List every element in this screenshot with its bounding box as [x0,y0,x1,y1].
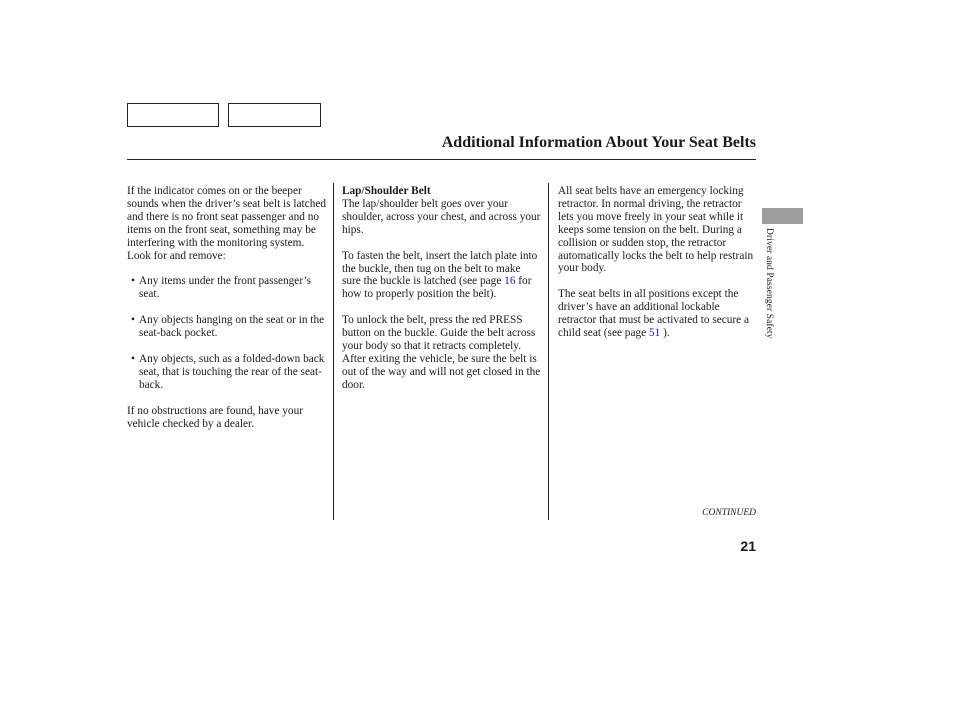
column-divider [333,183,334,520]
bullet-list [127,275,327,391]
column-3 [558,185,758,353]
column-divider [548,183,549,520]
section-heading: Lap/Shoulder Belt [342,185,431,197]
nav-button-previous[interactable] [127,103,219,127]
title-divider [127,159,756,160]
fasten-paragraph [342,250,542,302]
list-item [127,275,327,301]
lockable-paragraph [558,288,758,340]
page-title: Additional Information About Your Seat Belts [441,134,756,151]
page-ref-link[interactable]: 16 [504,275,516,288]
fasten-text-end: for how to properly position the belt). [342,275,532,301]
continued-label: CONTINUED [702,508,756,518]
unlock-paragraph: To unlock the belt, press the red PRESS button on the buckle. Guide the belt across your body so that it retracts completely. After exiting the vehicle, be sure the belt is out of the way and will not get closed in the door. [342,314,541,391]
list-item [127,314,327,340]
column-2 [342,185,542,405]
page-ref-link[interactable]: 51 [648,327,661,340]
section-tab-label: Driver and Passenger Safety [764,228,774,339]
intro-paragraph: If the indicator comes on or the beeper sounds when the driver’s seat belt is latched and there is no front seat passenger and no items on the front seat, something may be interfering with the monitoring system. Look for and remove: [127,185,327,262]
bullet-icon: • [131,353,135,366]
list-item-text: Any objects, such as a folded-down back seat, that is touching the rear of the seat-back. [139,353,325,391]
closing-paragraph: If no obstructions are found, have your vehicle checked by a dealer. [127,404,303,430]
column-1 [127,185,327,444]
list-item-text: Any objects hanging on the seat or in the seat-back pocket. [139,314,325,340]
list-item-text: Any items under the front passenger’s seat. [139,275,312,301]
page-number: 21 [740,538,756,554]
bullet-icon: • [131,275,135,288]
nav-button-next[interactable] [228,103,321,127]
section-tab-marker [762,208,803,224]
lap-belt-paragraph: The lap/shoulder belt goes over your shoulder, across your chest, and across your hips. [342,197,541,236]
lockable-text: The seat belts in all positions except the driver’s have an additional lockable retractor that must be activated to secure a child seat (see page [558,288,750,340]
lockable-text-end: ). [660,327,670,340]
retractor-paragraph: All seat belts have an emergency locking retractor. In normal driving, the retractor lets you move freely in your seat while it keeps some tension on the belt. During a collision or sudden stop, the retractor automatically locks the belt to help restrain your body. [558,185,754,275]
list-item [127,353,327,392]
fasten-text: To fasten the belt, insert the latch plate into the buckle, then tug on the belt to make sure the buckle is latched (see page [342,249,538,288]
bullet-icon: • [131,314,135,327]
